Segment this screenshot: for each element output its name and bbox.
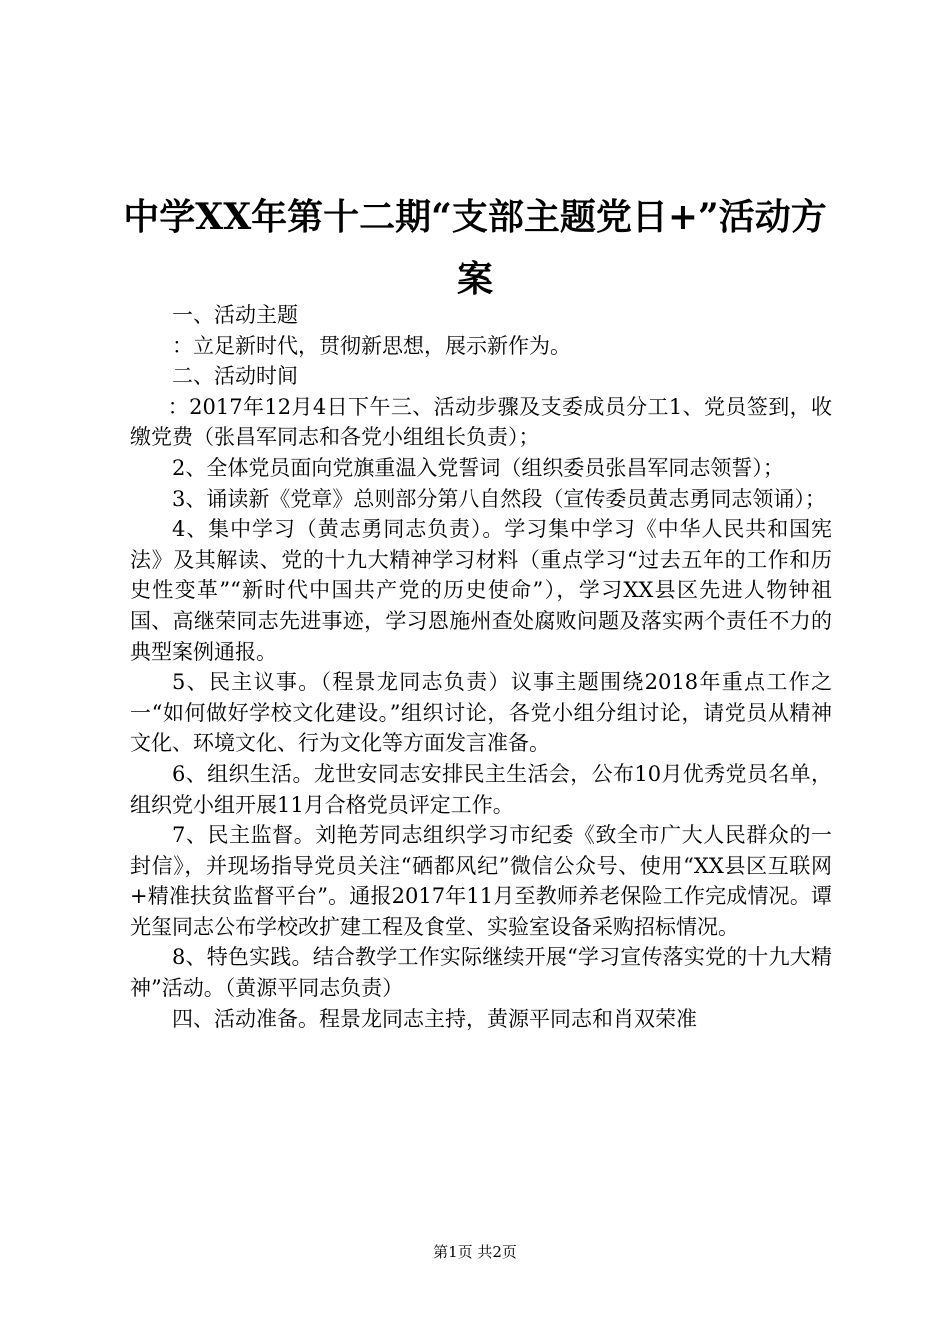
paragraph-theme-content: ：立足新时代，贯彻新思想，展示新作为。 [172, 333, 571, 358]
paragraph-time-content: ：2017年12月4日下午三、活动步骤及支委成员分工1、党员签到，收缴党费（张昌军同志和各党小组组长负责）； [130, 394, 832, 450]
section-heading-preparation: 四、活动准备。程景龙同志主持，黄源平同志和肖双荣准 [172, 1006, 697, 1031]
paragraph-step-2: 2、全体党员面向党旗重温入党誓词（组织委员张昌军同志领誓）； [172, 455, 784, 480]
document-body [130, 300, 832, 1034]
paragraph-step-6: 6、组织生活。龙世安同志安排民主生活会，公布10月优秀党员名单，组织党小组开展11月合格党员评定工作。 [130, 761, 832, 817]
paragraph-step-5: 5、民主议事。（程景龙同志负责）议事主题围绕2018年重点工作之一“如何做好学校文化建设。”组织讨论，各党小组分组讨论，请党员从精神文化、环境文化、行为文化等方面发言准备。 [130, 670, 832, 756]
paragraph-step-7: 7、民主监督。刘艳芳同志组织学习市纪委《致全市广大人民群众的一封信》，并现场指导党员关注“硒都风纪”微信公众号、使用“XX县区互联网+精准扶贫监督平台”。通报2017年11月至教师养老保险工作完成情况。谭光玺同志公布学校改扩建工程及食堂、实验室设备采购招标情况。 [130, 823, 832, 939]
document-title: 中学XX年第十二期“支部主题党日+”活动方案 [123, 196, 827, 300]
page-footer: 第1页 共2页 [433, 1243, 517, 1261]
paragraph-step-4: 4、集中学习（黄志勇同志负责）。学习集中学习《中华人民共和国宪法》及其解读、党的十九大精神学习材料（重点学习“过去五年的工作和历史性变革”“新时代中国共产党的历史使命”），学习XX县区先进人物钟祖国、高继荣同志先进事迹，学习恩施州查处腐败问题及落实两个责任不力的典型案例通报。 [130, 517, 832, 664]
section-heading-time: 二、活动时间 [172, 364, 298, 389]
section-heading-theme: 一、活动主题 [172, 303, 298, 327]
paragraph-step-3: 3、诵读新《党章》总则部分第八自然段（宣传委员黄志勇同志领诵）； [172, 486, 826, 511]
paragraph-step-8: 8、特色实践。结合教学工作实际继续开展“学习宣传落实党的十九大精神”活动。（黄源平同志负责） [130, 945, 832, 1001]
